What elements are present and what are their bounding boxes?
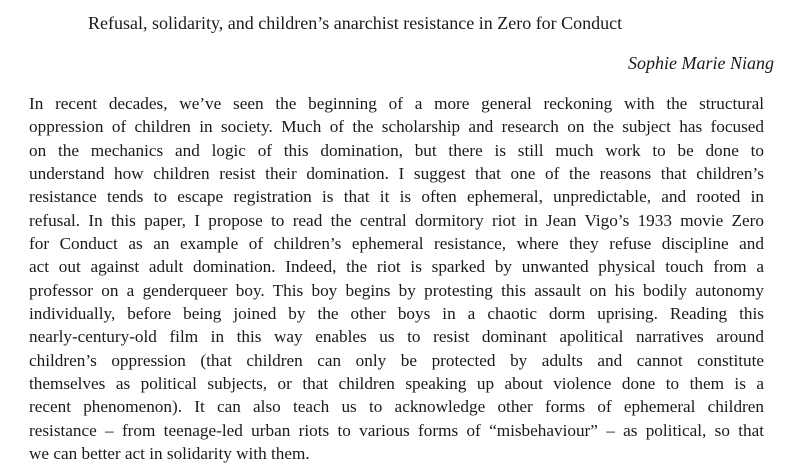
abstract-line: In recent decades, we’ve seen the beginning of a more general reckoning with the structural [29, 94, 764, 113]
abstract-line: we can better act in solidarity with them. [29, 444, 310, 464]
abstract-line: children’s oppression (that children can only be protected by adults and cannot constitute [29, 350, 764, 370]
abstract-line: resistance – from teenage-led urban riots to various forms of “misbehaviour” – as political, so that [29, 420, 764, 440]
abstract-line: refusal. In this paper, I propose to read the central dormitory riot in Jean Vigo’s 1933 movie Zero [29, 210, 764, 230]
abstract-line: oppression of children in society. Much of the scholarship and research on the subject has focused [29, 117, 764, 137]
abstract-line: nearly-century-old film in this way enables us to resist dominant apolitical narratives around [29, 327, 764, 347]
abstract-line: on the mechanics and logic of this domination, but there is still much work to be done to [29, 140, 764, 160]
abstract-line: understand how children resist their domination. I suggest that one of the reasons that children’s [29, 164, 764, 184]
abstract-line: themselves as political subjects, or that children speaking up about violence done to them is a [29, 374, 764, 394]
abstract-line: resistance tends to escape registration is that it is often ephemeral, unpredictable, and rooted in [29, 187, 764, 207]
paper-title: Refusal, solidarity, and children’s anarchist resistance in Zero for Conduct [88, 13, 623, 33]
abstract-line: act out against adult domination. Indeed, the riot is sparked by unwanted physical touch from a [29, 257, 764, 277]
abstract-paragraph [29, 92, 764, 466]
abstract-line: professor on a genderqueer boy. This boy begins by protesting this assault on his bodily autonomy [29, 280, 764, 300]
abstract-line: recent phenomenon). It can also teach us to acknowledge other forms of ephemeral children [29, 397, 764, 417]
abstract-line: for Conduct as an example of children’s ephemeral resistance, where they refuse discipline and [29, 234, 764, 254]
author-name: Sophie Marie Niang [628, 53, 774, 73]
abstract-line: individually, before being joined by the other boys in a chaotic dorm uprising. Reading this [29, 304, 764, 324]
